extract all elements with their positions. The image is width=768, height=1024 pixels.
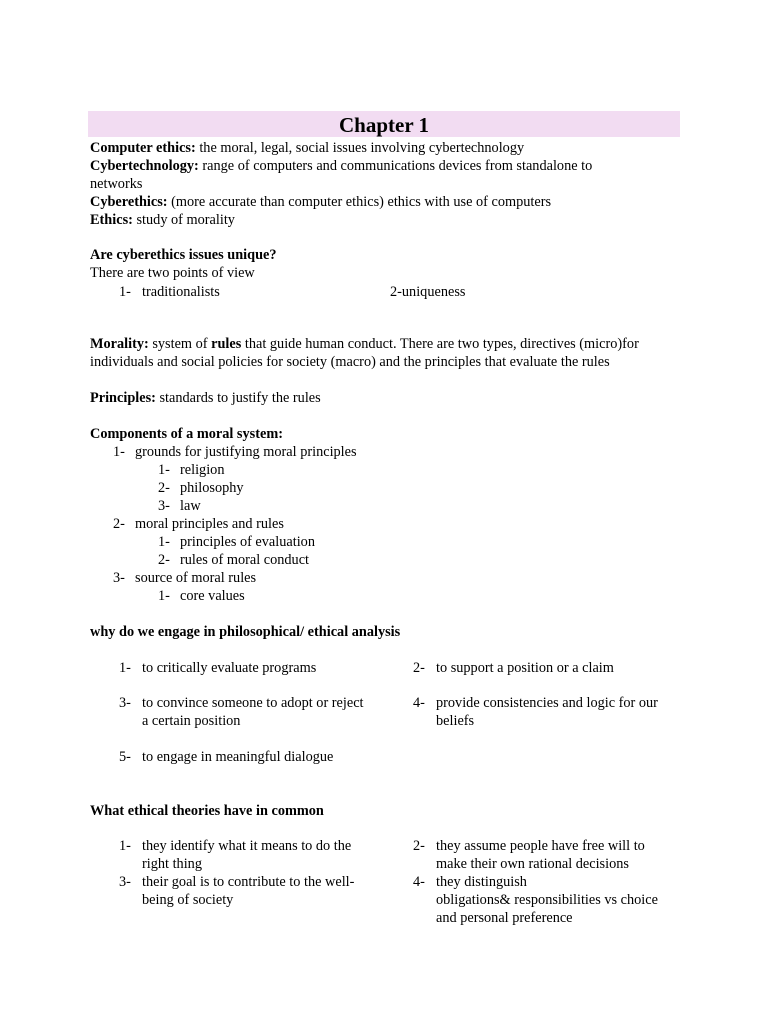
list-number: 3- [158, 498, 170, 514]
list-number: 3- [119, 695, 131, 711]
list-number: 1- [113, 444, 125, 460]
list-number: 2- [113, 516, 125, 532]
list-item: moral principles and rules [135, 516, 284, 532]
definition-continuation [90, 175, 142, 193]
list-item: to support a position or a claim [436, 660, 614, 676]
unique-intro: There are two points of view [90, 265, 255, 281]
list-item: they assume people have free will to [436, 838, 645, 854]
definition-cyberethics [90, 193, 551, 211]
list-number: 1- [119, 660, 131, 676]
list-number: 3- [113, 570, 125, 586]
definition-cybertechnology [90, 157, 592, 175]
list-item: core values [180, 588, 245, 604]
list-item: to engage in meaningful dialogue [142, 749, 334, 765]
list-item: provide consistencies and logic for our [436, 695, 658, 711]
morality-definition-line2: individuals and social policies for society (macro) and the principles that evaluate the rules [90, 354, 610, 370]
why-heading: why do we engage in philosophical/ ethical analysis [90, 624, 401, 640]
components-heading: Components of a moral system: [90, 426, 283, 442]
list-item: principles of evaluation [180, 534, 315, 550]
list-item-continuation: obligations& responsibilities vs choice [436, 892, 658, 908]
chapter-title: Chapter 1 [88, 111, 680, 137]
list-item-continuation: beliefs [436, 713, 475, 729]
list-number: 1- [158, 534, 170, 550]
list-number: 2- [413, 660, 425, 676]
list-number: 1- [119, 838, 131, 854]
list-item: traditionalists [142, 284, 220, 300]
list-item: 2-uniqueness [390, 284, 466, 300]
list-number: 2- [413, 838, 425, 854]
list-item: philosophy [180, 480, 244, 496]
list-item: source of moral rules [135, 570, 257, 586]
list-item: their goal is to contribute to the well- [142, 874, 355, 890]
list-number: 2- [158, 552, 170, 568]
definition-text: study of morality [132, 212, 235, 228]
list-number: 4- [413, 874, 425, 890]
list-number: 1- [158, 462, 170, 478]
list-item: grounds for justifying moral principles [135, 444, 357, 460]
unique-heading: Are cyberethics issues unique? [90, 247, 277, 263]
definition-text: networks [90, 176, 143, 192]
list-number: 1- [119, 284, 131, 300]
common-heading: What ethical theories have in common [90, 803, 324, 819]
term: Cyberethics: [90, 194, 168, 210]
morality-definition: Morality: system of rules that guide human conduct. There are two types, directives (micro)for [90, 336, 639, 352]
list-item-continuation: and personal preference [436, 910, 573, 926]
list-number: 2- [158, 480, 170, 496]
definition-text: the moral, legal, social issues involving cybertechnology [195, 140, 525, 156]
principles-definition: Principles: standards to justify the rules [90, 390, 321, 406]
list-item-continuation: make their own rational decisions [436, 856, 629, 872]
definition-text: (more accurate than computer ethics) ethics with use of computers [167, 194, 552, 210]
list-item: religion [180, 462, 225, 478]
list-item: they distinguish [436, 874, 527, 890]
list-number: 3- [119, 874, 131, 890]
definition-text: range of computers and communications devices from standalone to [198, 158, 593, 174]
definition-computer-ethics [90, 139, 524, 157]
list-item: to critically evaluate programs [142, 660, 317, 676]
list-item-continuation: a certain position [142, 713, 241, 729]
list-item: they identify what it means to do the [142, 838, 352, 854]
term: Computer ethics: [90, 140, 196, 156]
list-item: law [180, 498, 201, 514]
term: Ethics: [90, 212, 133, 228]
list-item-continuation: being of society [142, 892, 234, 908]
list-item-continuation: right thing [142, 856, 202, 872]
list-number: 1- [158, 588, 170, 604]
definition-ethics [90, 211, 235, 229]
list-number: 4- [413, 695, 425, 711]
list-item: to convince someone to adopt or reject [142, 695, 364, 711]
list-number: 5- [119, 749, 131, 765]
list-item: rules of moral conduct [180, 552, 310, 568]
term: Cybertechnology: [90, 158, 199, 174]
